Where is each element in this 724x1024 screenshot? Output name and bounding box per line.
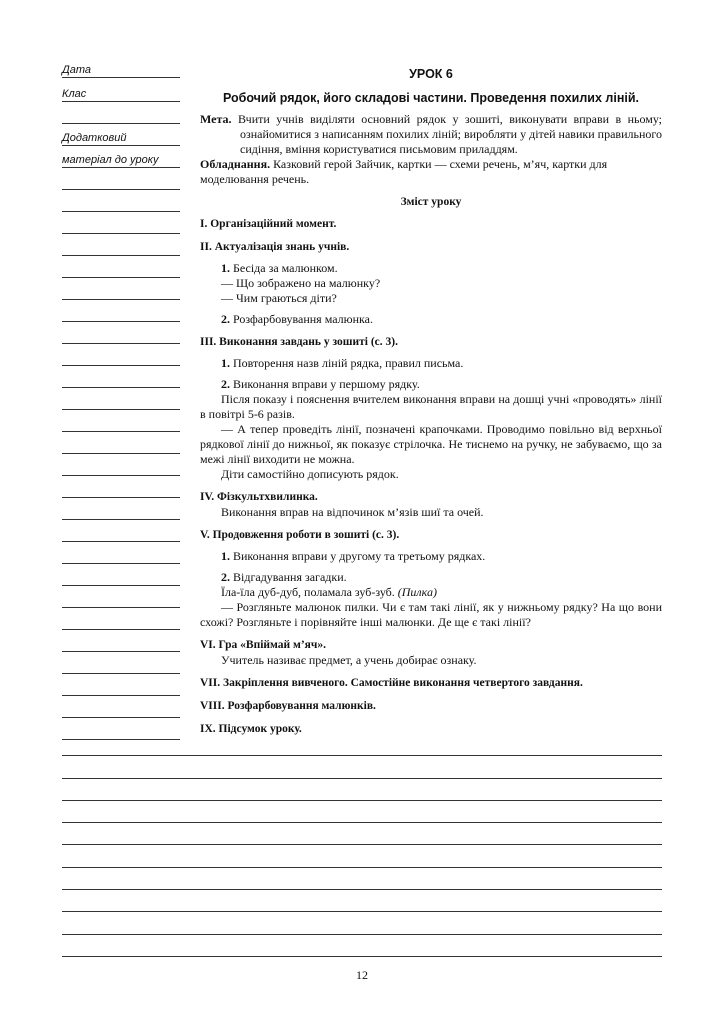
notes-line bbox=[62, 779, 662, 801]
sidebar-line bbox=[62, 498, 180, 520]
sidebar-line bbox=[62, 432, 180, 454]
sidebar-notes bbox=[62, 64, 180, 740]
page-number: 12 bbox=[356, 968, 368, 982]
paragraph: Діти самостійно дописують рядок. bbox=[221, 467, 399, 481]
lesson-goal bbox=[200, 112, 662, 157]
goal-label: Мета. bbox=[200, 112, 232, 126]
section-heading: VII. Закріплення вивченого. Самостійне виконання четвертого завдання. bbox=[200, 677, 583, 689]
item-text: Відгадування загадки. bbox=[233, 570, 347, 584]
sidebar-line bbox=[62, 388, 180, 410]
sidebar-line bbox=[62, 520, 180, 542]
sidebar-line bbox=[62, 586, 180, 608]
notes-line bbox=[62, 912, 662, 934]
item-number: 1. bbox=[221, 261, 230, 275]
item-number: 1. bbox=[221, 356, 230, 370]
item-number: 2. bbox=[221, 377, 230, 391]
notes-line bbox=[62, 845, 662, 867]
sidebar-line bbox=[62, 344, 180, 366]
lesson-plan bbox=[200, 66, 662, 737]
sidebar-line bbox=[62, 608, 180, 630]
item-text: Повторення назв ліній рядка, правил письма. bbox=[233, 356, 464, 370]
sidebar-line bbox=[62, 366, 180, 388]
sidebar-line bbox=[62, 300, 180, 322]
sidebar-line bbox=[62, 278, 180, 300]
list-item bbox=[200, 549, 662, 564]
sidebar-line bbox=[62, 190, 180, 212]
section-heading: III. Виконання завдань у зошиті (с. 3). bbox=[200, 336, 398, 348]
riddle-text: Їла-їла дуб-дуб, поламала зуб-зуб. bbox=[221, 585, 395, 599]
sidebar-line bbox=[62, 212, 180, 234]
notes-line bbox=[62, 801, 662, 823]
lesson-title: УРОК 6 bbox=[409, 67, 453, 81]
extra-material-label-1: Додатковий bbox=[62, 132, 180, 146]
paragraph: — Розгляньте малюнок пилки. Чи є там такі лінії, як у нижньому рядку? На що вони схожі? Розгляньте і порівняйте інші малюнки. Де ще є такі лінії? bbox=[200, 600, 662, 629]
notes-line bbox=[62, 734, 662, 756]
section-heading: VIII. Розфарбовування малюнків. bbox=[200, 700, 376, 712]
section-heading: VI. Гра «Впіймай м’яч». bbox=[200, 639, 327, 651]
notes-line bbox=[62, 868, 662, 890]
equipment-label: Обладнання. bbox=[200, 157, 271, 171]
paragraph: Виконання вправ на відпочинок м’язів шиї та очей. bbox=[221, 505, 484, 519]
list-item bbox=[200, 570, 662, 585]
sidebar-line bbox=[62, 696, 180, 718]
section-heading: II. Актуалізація знань учнів. bbox=[200, 241, 350, 253]
section-heading: I. Організаційний момент. bbox=[200, 218, 337, 230]
list-item bbox=[200, 377, 662, 392]
equipment-text: Казковий герой Зайчик, картки — схеми речень, м’яч, картки для моделювання речень. bbox=[200, 157, 608, 186]
item-text: Виконання вправи у другому та третьому рядках. bbox=[233, 549, 486, 563]
sidebar-line bbox=[62, 542, 180, 564]
sidebar-line bbox=[62, 476, 180, 498]
paragraph: — А тепер проведіть лінії, позначені крапочками. Проводимо повільно від верхньої рядкової лінії до нижньої, як показує стрілочка. Не тиснемо на ручку, не забуваємо, що за межі лінії виходити не можна. bbox=[200, 422, 662, 466]
sidebar-line bbox=[62, 564, 180, 586]
section-heading: IV. Фізкультхвилинка. bbox=[200, 491, 318, 503]
riddle bbox=[200, 585, 662, 600]
sidebar-line bbox=[62, 102, 180, 124]
item-number: 2. bbox=[221, 312, 230, 326]
list-item bbox=[200, 356, 662, 371]
notes-line bbox=[62, 756, 662, 778]
item-text: Виконання вправи у першому рядку. bbox=[233, 377, 420, 391]
question-line: — Чим граються діти? bbox=[221, 291, 337, 305]
notes-line bbox=[62, 890, 662, 912]
sidebar-line bbox=[62, 410, 180, 432]
sidebar-line bbox=[62, 234, 180, 256]
notes-lines bbox=[62, 734, 662, 957]
lesson-equipment bbox=[200, 157, 662, 187]
list-item bbox=[200, 261, 662, 276]
notes-line bbox=[62, 823, 662, 845]
sidebar-line bbox=[62, 322, 180, 344]
sidebar-line bbox=[62, 630, 180, 652]
item-number: 2. bbox=[221, 570, 230, 584]
lesson-subtitle: Робочий рядок, його складові частини. Проведення похилих ліній. bbox=[222, 91, 640, 105]
paragraph: Після показу і пояснення вчителем виконання вправи на дошці учні «проводять» лінії в повітрі 5-6 разів. bbox=[200, 392, 662, 421]
sidebar-line bbox=[62, 454, 180, 476]
sidebar-line bbox=[62, 674, 180, 696]
extra-material-label-2: матеріал до уроку bbox=[62, 154, 180, 168]
riddle-answer: (Пилка) bbox=[397, 585, 437, 599]
section-heading: V. Продовження роботи в зошиті (с. 3). bbox=[200, 529, 400, 541]
item-text: Бесіда за малюнком. bbox=[233, 261, 338, 275]
question-line: — Що зображено на малюнку? bbox=[221, 276, 381, 290]
content-title: Зміст уроку bbox=[400, 196, 462, 208]
sidebar-line bbox=[62, 652, 180, 674]
sidebar-line bbox=[62, 256, 180, 278]
item-text: Розфарбовування малюнка. bbox=[233, 312, 373, 326]
list-item bbox=[200, 312, 662, 327]
goal-text: Вчити учнів виділяти основний рядок у зошиті, виконувати вправи в ньому; ознайомитися з написанням похилих ліній; виробляти у дітей навики правильного сидіння, вміння користуватися письмовим приладдям. bbox=[237, 112, 662, 156]
class-label: Клас bbox=[62, 88, 180, 102]
item-number: 1. bbox=[221, 549, 230, 563]
sidebar-line bbox=[62, 168, 180, 190]
notes-line bbox=[62, 935, 662, 957]
paragraph: Учитель називає предмет, а учень добирає ознаку. bbox=[221, 653, 477, 667]
date-label: Дата bbox=[62, 64, 180, 78]
section-heading: IX. Підсумок уроку. bbox=[200, 723, 302, 735]
